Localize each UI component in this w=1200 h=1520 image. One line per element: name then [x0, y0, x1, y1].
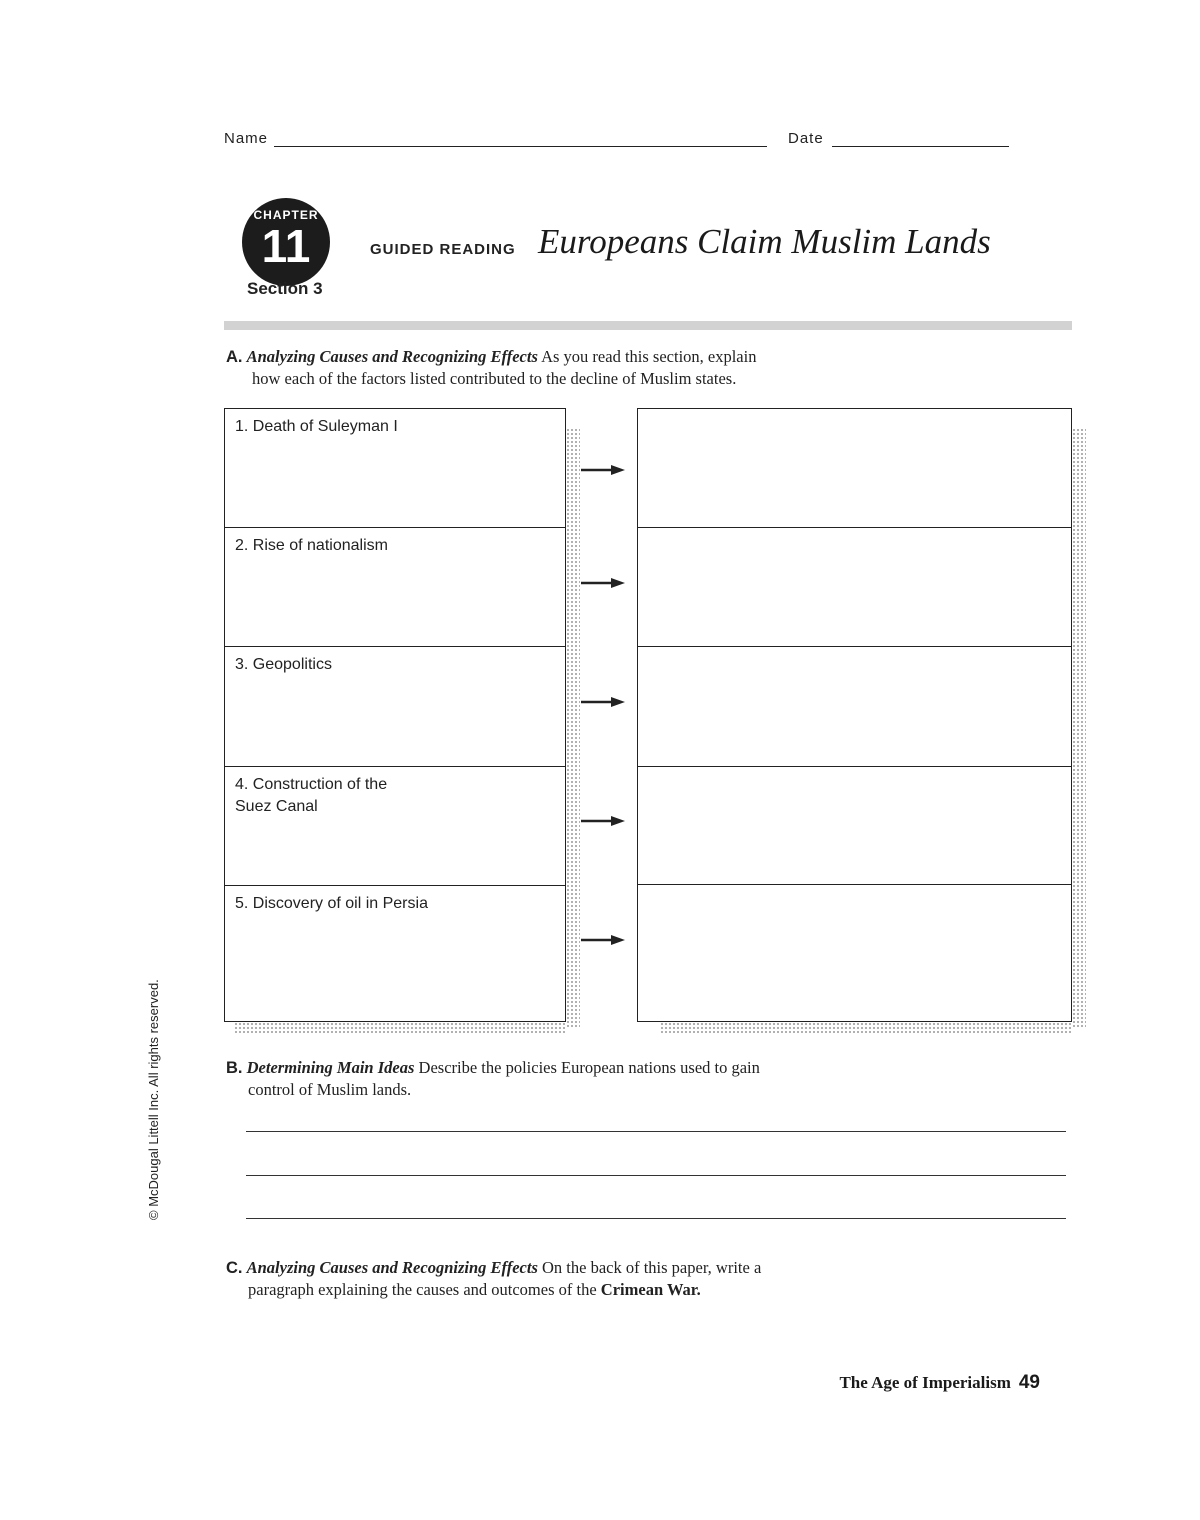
- page-number: 49: [1018, 1372, 1040, 1393]
- date-label: Date: [788, 130, 824, 147]
- factor-cell-2: [224, 527, 566, 648]
- factor-cell-3: [224, 646, 566, 768]
- date-field[interactable]: [832, 146, 1009, 147]
- part-b-skill: Determining Main Ideas: [246, 1058, 415, 1077]
- left-bottom-shadow: [234, 1022, 566, 1034]
- answer-line-3[interactable]: [246, 1218, 1066, 1219]
- factor-cell-4: [224, 766, 566, 887]
- arrow-right-icon: [581, 815, 625, 827]
- part-c-skill: Analyzing Causes and Recognizing Effects: [246, 1258, 538, 1277]
- part-b-letter: B.: [226, 1059, 243, 1077]
- page-title: Europeans Claim Muslim Lands: [538, 222, 991, 261]
- part-a-letter: A.: [226, 348, 243, 366]
- guided-reading-label: GUIDED READING: [370, 241, 516, 258]
- part-a-text-1: As you read this section, explain: [541, 347, 757, 366]
- part-c-text-1: On the back of this paper, write a: [542, 1258, 762, 1277]
- arrow-right-icon: [581, 934, 625, 946]
- answer-line-2[interactable]: [246, 1175, 1066, 1176]
- crimean-war-term: Crimean War.: [600, 1280, 701, 1299]
- effect-answer-cell-5[interactable]: [637, 884, 1072, 1022]
- copyright-notice: © McDougal Littell Inc. All rights reserved.: [146, 979, 161, 1220]
- arrow-right-icon: [581, 696, 625, 708]
- section-label: Section 3: [247, 279, 323, 298]
- right-bottom-shadow: [660, 1022, 1072, 1034]
- chapter-word: CHAPTER: [253, 208, 319, 222]
- book-title: The Age of Imperialism: [839, 1373, 1011, 1392]
- chapter-badge: [242, 198, 330, 286]
- left-column-shadow: [566, 428, 580, 1028]
- factor-label-1: 1. Death of Suleyman I: [235, 418, 398, 435]
- part-a-text-2: how each of the factors listed contributed to the decline of Muslim states.: [252, 369, 737, 388]
- arrow-right-icon: [581, 464, 625, 476]
- part-b-instructions: [226, 1057, 946, 1101]
- part-c-text-2: [226, 1279, 946, 1301]
- part-b-text-1: Describe the policies European nations used to gain: [418, 1058, 760, 1077]
- factor-label-2: 2. Rise of nationalism: [235, 537, 388, 554]
- answer-line-1[interactable]: [246, 1131, 1066, 1132]
- effect-answer-cell-3[interactable]: [637, 646, 1072, 768]
- right-column-shadow: [1072, 428, 1086, 1028]
- factor-cell-1: [224, 408, 566, 529]
- part-b-text-2: control of Muslim lands.: [248, 1080, 412, 1099]
- footer: [839, 1372, 1040, 1394]
- part-c-letter: C.: [226, 1259, 243, 1277]
- effect-answer-cell-4[interactable]: [637, 766, 1072, 886]
- factor-label-5: 5. Discovery of oil in Persia: [235, 895, 428, 912]
- factor-label-3: 3. Geopolitics: [235, 656, 332, 673]
- chapter-number: 11: [261, 220, 311, 272]
- part-c-instructions: [226, 1257, 946, 1301]
- part-c-text-2-pre: paragraph explaining the causes and outcomes of the: [248, 1280, 597, 1299]
- part-a-instructions: [226, 346, 946, 390]
- factor-label-4: 4. Construction of the Suez Canal: [235, 776, 388, 815]
- divider-bar: [224, 321, 1072, 330]
- arrow-right-icon: [581, 577, 625, 589]
- effect-answer-cell-1[interactable]: [637, 408, 1072, 529]
- name-label: Name: [224, 130, 269, 147]
- factor-cell-5: [224, 885, 566, 1022]
- name-field[interactable]: [274, 146, 767, 147]
- effect-answer-cell-2[interactable]: [637, 527, 1072, 648]
- part-a-skill: Analyzing Causes and Recognizing Effects: [246, 347, 538, 366]
